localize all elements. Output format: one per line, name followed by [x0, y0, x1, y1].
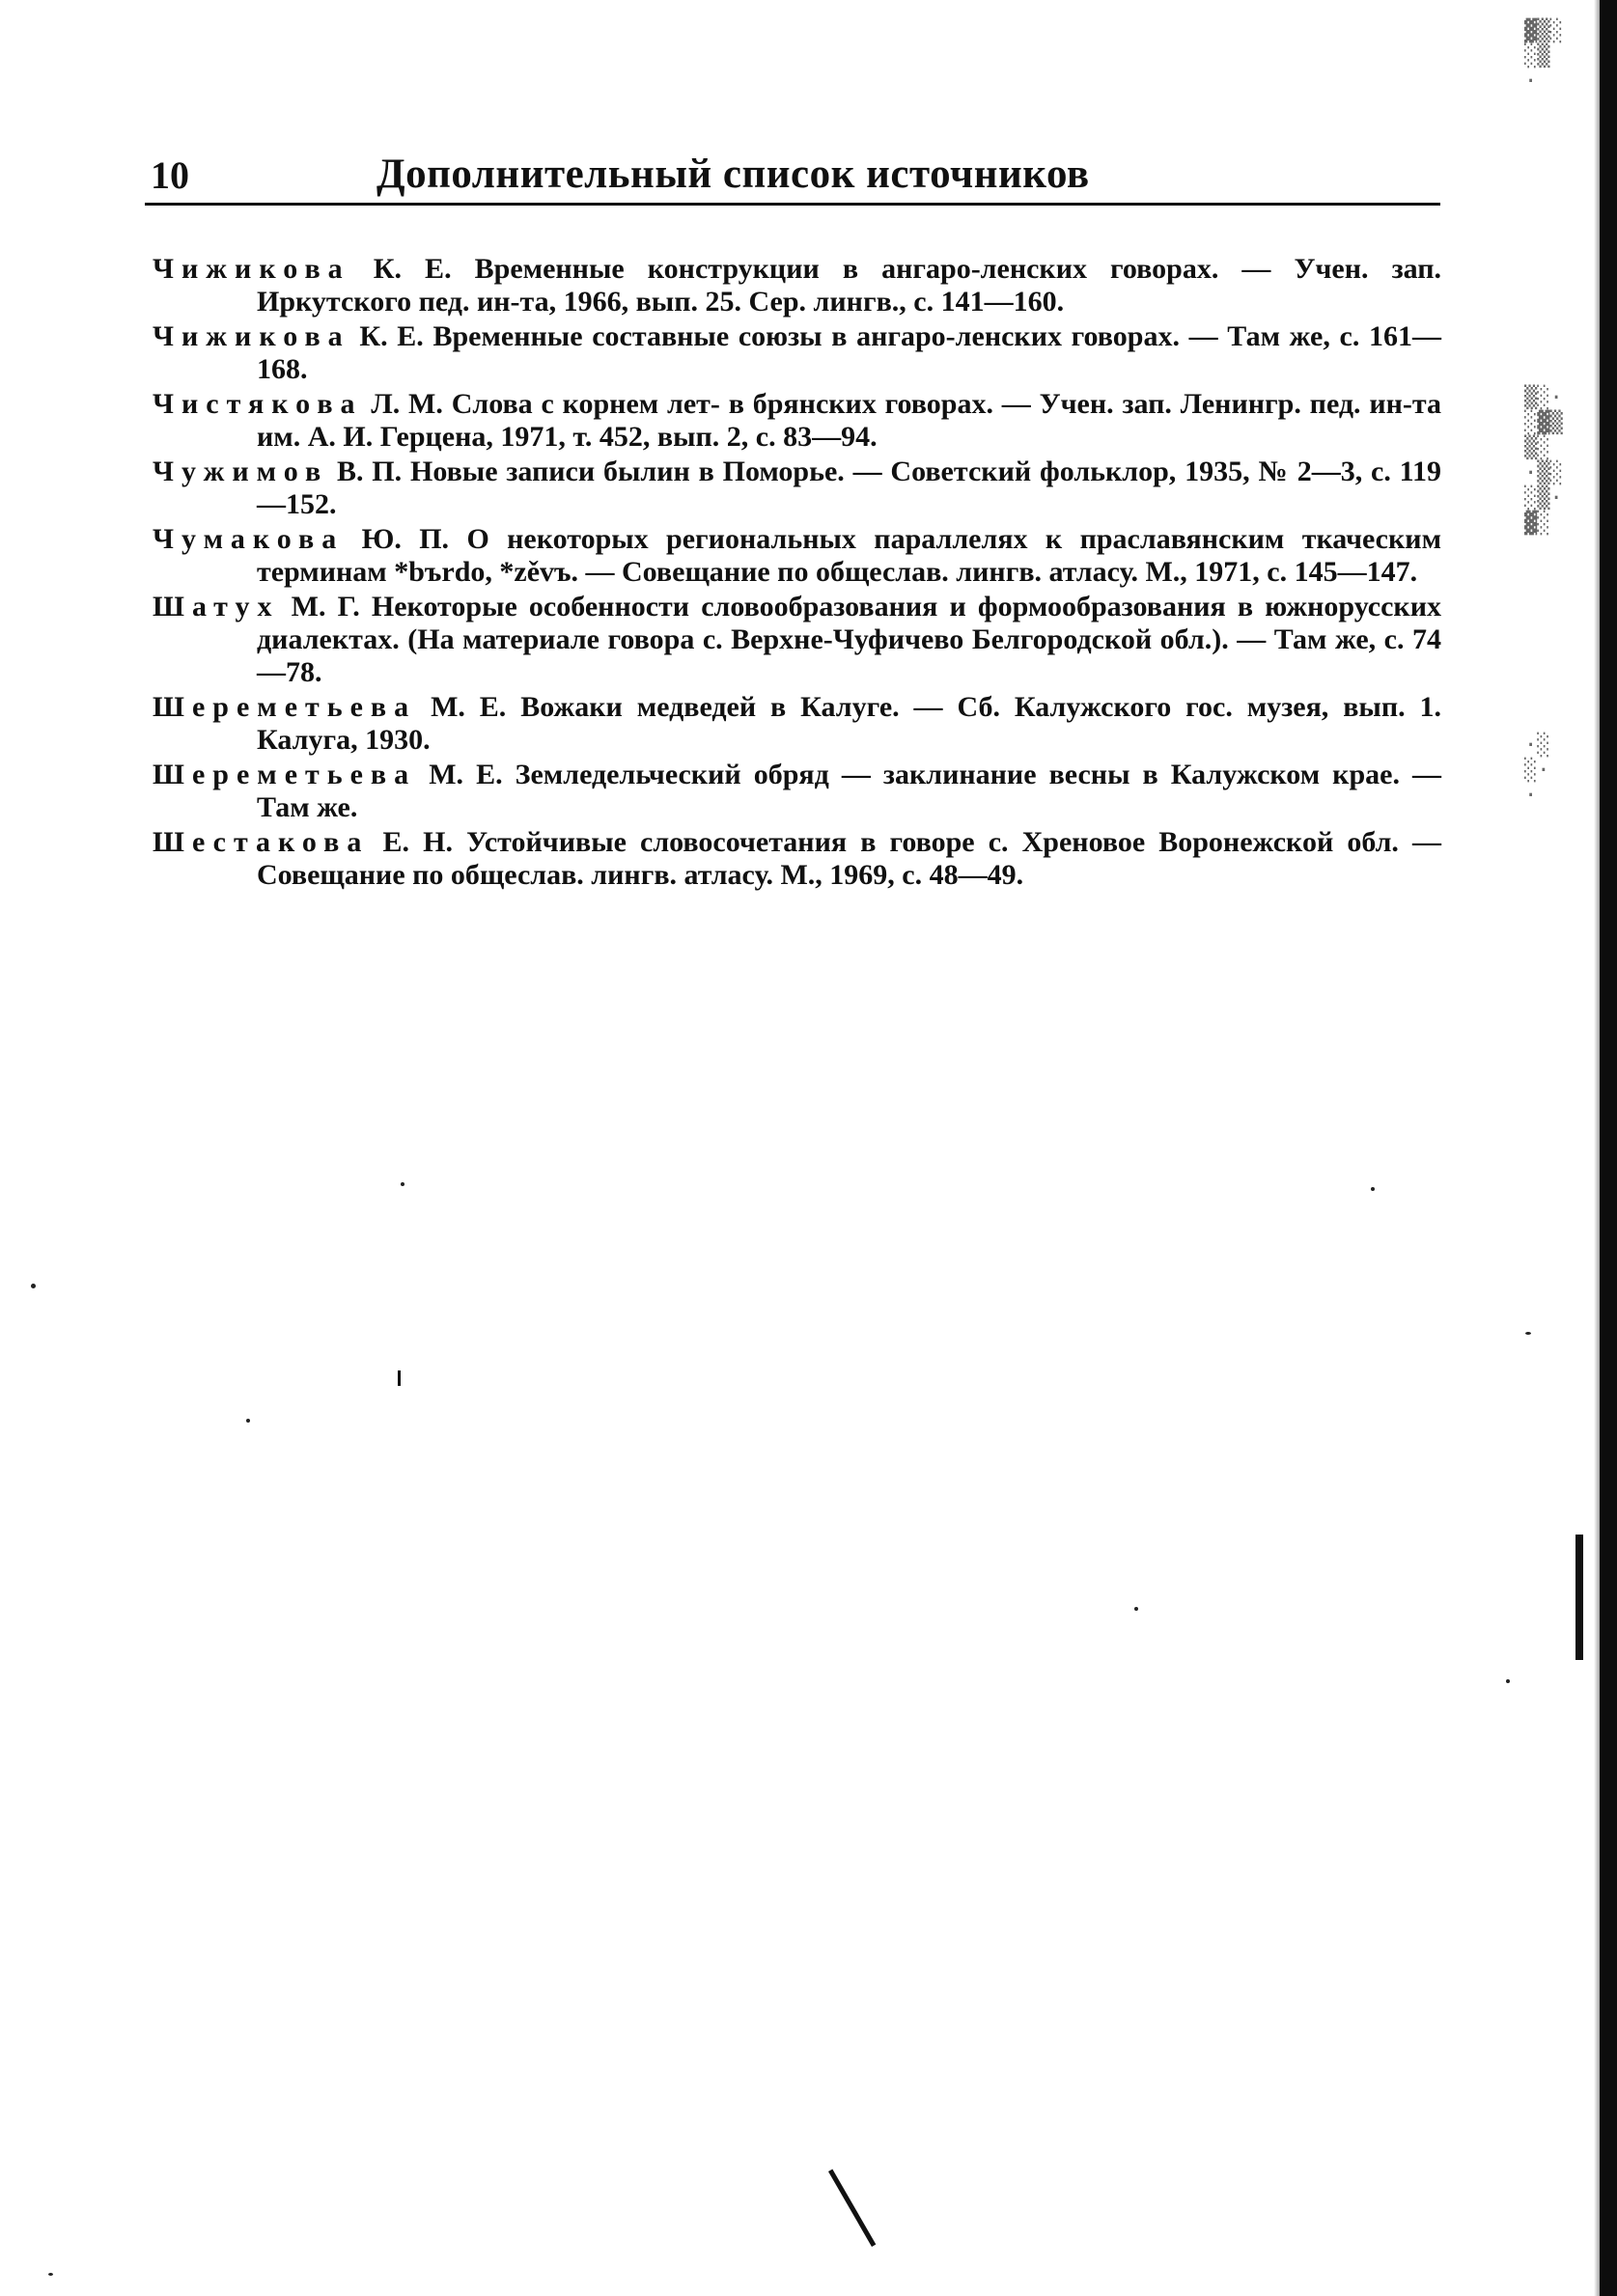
- margin-scan-noise: ▒░· ░▓▒ ▒░ ·▒░ ░▒· ▓░: [1524, 386, 1563, 536]
- bibliography-entry: [153, 826, 1441, 892]
- scan-speck: [48, 2273, 53, 2276]
- entry-text: Новые записи былин в Поморье. — Советский фольклор, 1935, № 2—3, с. 119—152.: [257, 456, 1442, 520]
- entry-text: Некоторые особенности словообразования и формообразования в южнорусских диалектах. (На материале говора с. Верхне-Чуфичево Белгородской обл.). — Там же, с. 74—78.: [257, 591, 1441, 688]
- entry-initials: К. Е.: [359, 320, 424, 352]
- bibliography-entry: [153, 253, 1441, 318]
- entry-text: Временные конструкции в ангаро-ленских говорах. — Учен. зап. Иркутского пед. ин-та, 1966, вып. 25. Сер. лингв., с. 141—160.: [257, 253, 1442, 318]
- entry-text: Вожаки медведей в Калуге. — Сб. Калужского гос. музея, вып. 1. Калуга, 1930.: [257, 691, 1442, 756]
- binding-edge: [1600, 0, 1617, 2296]
- entry-author: Чижикова: [153, 320, 350, 352]
- scan-stroke: [1575, 1535, 1583, 1660]
- entry-initials: В. П.: [336, 456, 403, 487]
- bibliography-entry: [153, 691, 1441, 757]
- entry-initials: Е. Н.: [382, 826, 453, 858]
- entry-author: Чижикова: [153, 253, 350, 285]
- entry-author: Шереметьева: [153, 691, 417, 723]
- entry-text: Устойчивые словосочетания в говоре с. Хреновое Воронежской обл. — Совещание по общеслав. лингв. атласу. М., 1969, с. 48—49.: [257, 826, 1442, 891]
- scan-speck: [1134, 1607, 1138, 1611]
- margin-scan-noise: ·░ ░· ·: [1524, 733, 1550, 808]
- entry-initials: Л. М.: [371, 388, 443, 420]
- entry-initials: М. Е.: [431, 691, 507, 723]
- entry-initials: М. Г.: [291, 591, 360, 622]
- header-rule: [145, 203, 1440, 206]
- entry-author: Чистякова: [153, 388, 363, 420]
- scan-stroke: [828, 2170, 876, 2247]
- margin-scan-noise: ▓▒░ ░▒ ·: [1524, 19, 1563, 94]
- entry-initials: Ю. П.: [361, 523, 450, 555]
- scan-speck: [401, 1182, 404, 1186]
- entry-author: Чумакова: [153, 523, 345, 555]
- bibliography-entry: [153, 591, 1441, 689]
- bibliography-entry: [153, 523, 1441, 589]
- entry-author: Шатух: [153, 591, 280, 622]
- scan-speck: [31, 1284, 36, 1288]
- scan-stroke: [398, 1370, 401, 1386]
- entry-author: Шестакова: [153, 826, 370, 858]
- scan-speck: [1506, 1679, 1510, 1683]
- bibliography-entry: [153, 320, 1441, 386]
- scan-speck: [1525, 1332, 1531, 1335]
- entry-text: О некоторых региональных параллелях к праславянским ткаческим терминам *bъrdo, *zěvъ. — Совещание по общеслав. лингв. атласу. М., 1971, с. 145—147.: [257, 523, 1441, 588]
- scan-speck: [1371, 1187, 1375, 1191]
- entry-author: Шереметьева: [153, 759, 417, 790]
- entry-initials: М. Е.: [429, 759, 503, 790]
- bibliography-list: [153, 253, 1441, 894]
- entry-text: Земледельческий обряд — заклинание весны в Калужском крае. — Там же.: [257, 759, 1442, 823]
- page-number: 10: [151, 153, 189, 197]
- bibliography-entry: [153, 759, 1441, 824]
- scan-speck: [246, 1419, 250, 1423]
- entry-initials: К. Е.: [373, 253, 452, 285]
- running-title: Дополнительный список источников: [376, 152, 1090, 197]
- page-header: [145, 145, 1434, 203]
- entry-text: Временные составные союзы в ангаро-ленских говорах. — Там же, с. 161—168.: [257, 320, 1442, 385]
- bibliography-entry: [153, 388, 1441, 454]
- entry-author: Чужимов: [153, 456, 329, 487]
- entry-text: Слова с корнем лет- в брянских говорах. — Учен. зап. Ленингр. пед. ин-та им. А. И. Герцена, 1971, т. 452, вып. 2, с. 83—94.: [257, 388, 1442, 453]
- bibliography-entry: [153, 456, 1441, 521]
